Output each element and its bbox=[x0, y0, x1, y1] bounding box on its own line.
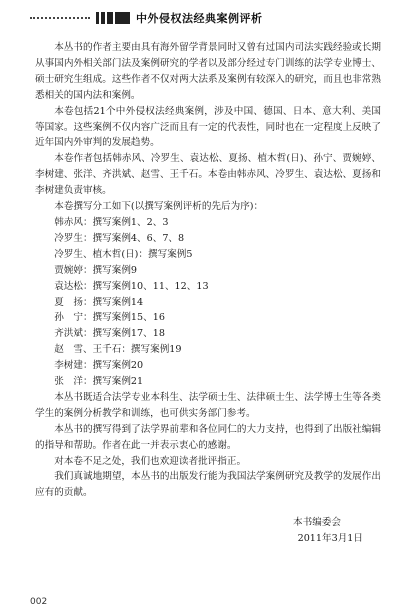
assignment-line: 冷罗生、植木哲(日)：撰写案例5 bbox=[54, 248, 193, 260]
page-number: 002 bbox=[30, 597, 48, 607]
preface-body bbox=[35, 40, 381, 501]
assignment-line: 韩赤风：撰写案例1、2、3 bbox=[54, 216, 169, 228]
paragraph: 本丛书既适合法学专业本科生、法学硕士生、法律硕士生、法学博士生等各类学生的案例分析教学和训练，也可供实务部门参考。 bbox=[35, 391, 381, 419]
assignment-line: 李树建：撰写案例20 bbox=[54, 360, 144, 372]
signature-date: 2011年3月1日 bbox=[297, 533, 363, 544]
bar-ornament-icon bbox=[96, 11, 132, 25]
running-header bbox=[30, 9, 350, 27]
assignment-line: 孙 宁：撰写案例15、16 bbox=[54, 312, 165, 324]
assignment-line: 赵 雪、王千石：撰写案例19 bbox=[54, 344, 182, 356]
paragraph: 本丛书的撰写得到了法学界前辈和各位同仁的大力支持，也得到了出版社编辑的指导和帮助。作者在此一并表示衷心的感谢。 bbox=[35, 423, 381, 451]
signature-block bbox=[293, 515, 363, 547]
assignment-line: 袁达松：撰写案例10、11、12、13 bbox=[54, 280, 209, 292]
assignment-line: 张 洋：撰写案例21 bbox=[54, 376, 144, 388]
paragraph: 我们真诚地期望，本丛书的出版发行能为我国法学案例研究及教学的发展作出应有的贡献。 bbox=[35, 471, 381, 499]
paragraph: 对本卷不足之处，我们也欢迎读者批评指正。 bbox=[54, 455, 247, 467]
paragraph: 本卷包括21个中外侵权法经典案例，涉及中国、德国、日本、意大利、美国等国家。这些案例不仅内容广泛而且有一定的代表性，同时也在一定程度上反映了近年国内外审判的发展趋势。 bbox=[35, 105, 381, 149]
book-title: 中外侵权法经典案例评析 bbox=[136, 12, 263, 25]
assignment-line: 冷罗生：撰写案例4、6、7、8 bbox=[54, 232, 185, 244]
assignment-line: 齐洪斌：撰写案例17、18 bbox=[54, 328, 165, 340]
paragraph: 本卷作者包括韩赤风、冷罗生、袁达松、夏扬、植木哲(日)、孙宁、贾婉婷、李树建、张洋、齐洪斌、赵雪、王千石。本卷由韩赤风、冷罗生、袁达松、夏扬和李树建负责审核。 bbox=[35, 153, 381, 197]
dot-leader-rule bbox=[30, 17, 90, 19]
assignment-line: 贾婉婷：撰写案例9 bbox=[54, 264, 138, 276]
paragraph: 本丛书的作者主要由具有海外留学背景同时又曾有过国内司法实践经验或长期从事国内外相关部门法及案例研究的学者以及部分经过专门训练的法学专业博士、硕士研究生组成。这些作者不仅对两大法系及案例有较深入的研究，而且也非常熟悉相关的国内法和案例。 bbox=[35, 42, 381, 101]
assignment-line: 夏 扬：撰写案例14 bbox=[54, 296, 144, 308]
signature-org: 本书编委会 bbox=[293, 517, 341, 528]
paragraph: 本卷撰写分工如下(以撰写案例评析的先后为序)： bbox=[54, 201, 264, 213]
